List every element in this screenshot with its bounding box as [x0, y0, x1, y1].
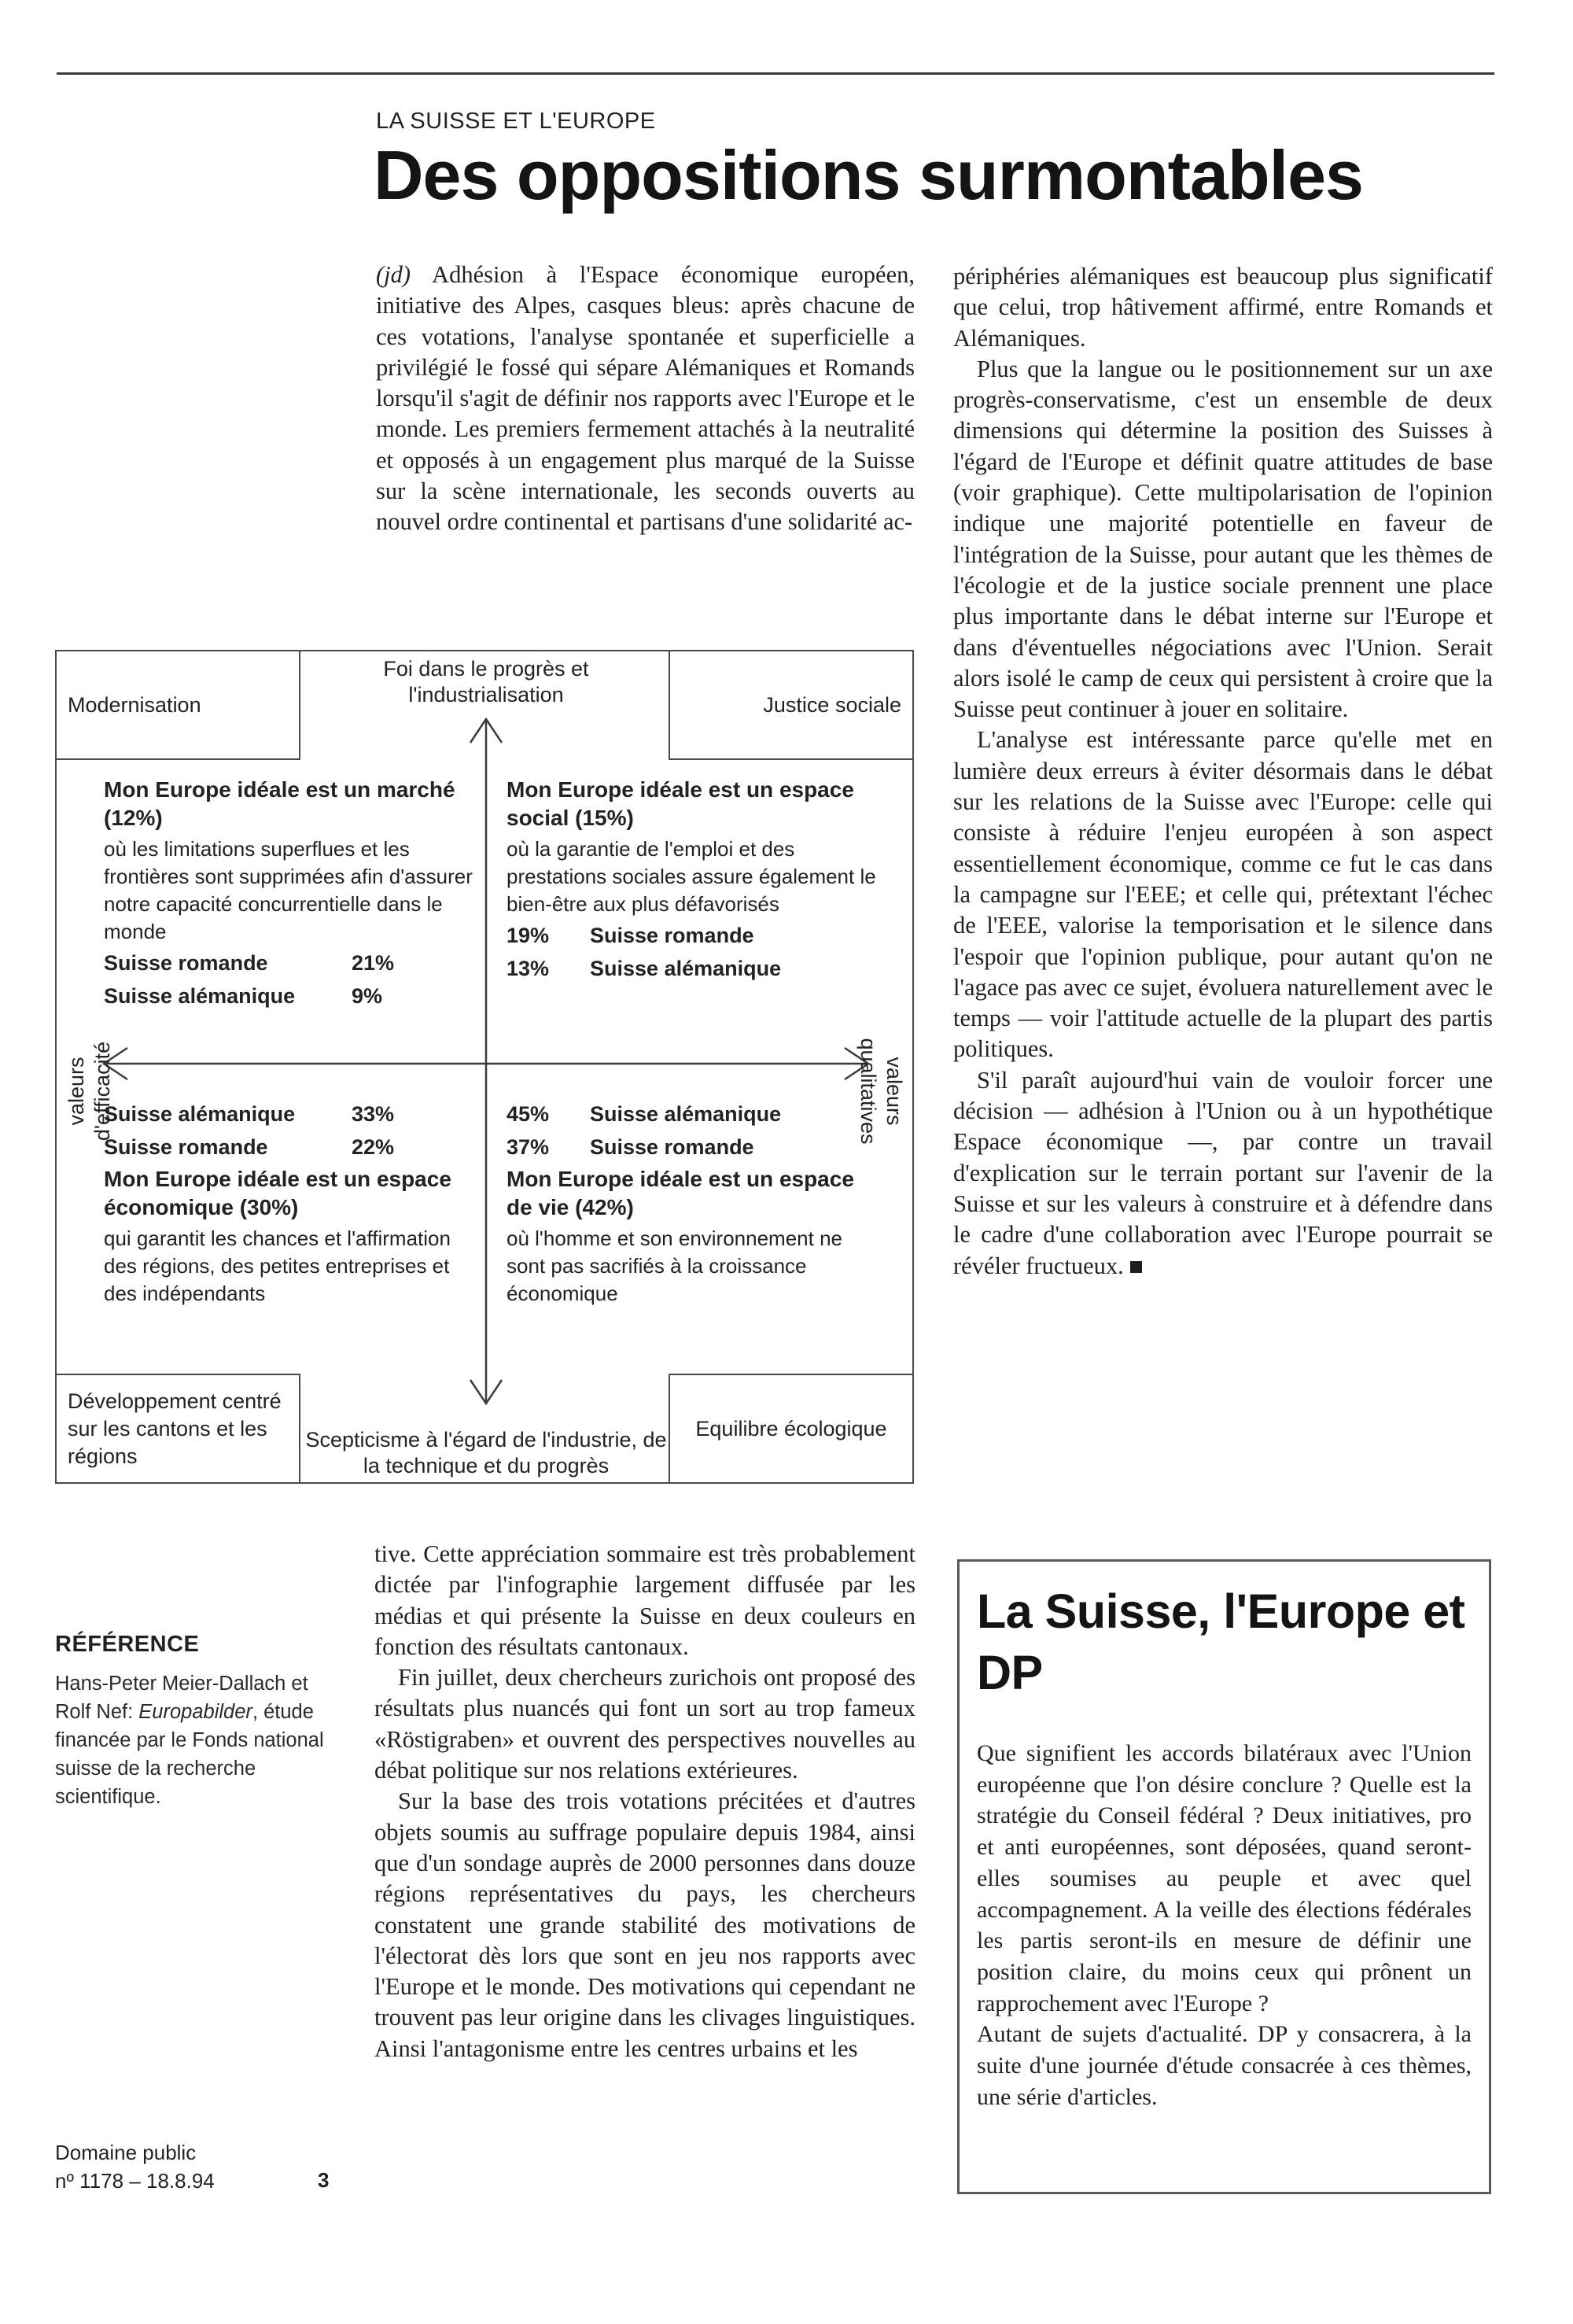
publication-name: Domaine public	[55, 2141, 197, 2164]
quadrant-title: Mon Europe idéale est un marché (12%)	[104, 777, 455, 830]
end-of-article-mark	[1130, 1261, 1142, 1273]
axis-label-top: Foi dans le progrès et l'industrialisation	[383, 657, 589, 706]
axis-label-left: valeurs d'efficacité	[64, 1041, 114, 1142]
quadrant-description: où les limitations superflues et les frontières sont supprimées afin d'assurer notre capacité concurrentielle dans le monde	[104, 837, 473, 943]
reference-title: RÉFÉRENCE	[55, 1632, 200, 1657]
sidebar-paragraph: Autant de sujets d'actualité. DP y consacrera, à la suite d'une journée d'étude consacrée à ces thèmes, une série d'articles.	[977, 2021, 1472, 2110]
article-paragraph: Sur la base des trois votations précitées et d'autres objets soumis au suffrage populaire depuis 1984, ainsi que d'un sondage auprès de 2000 personnes dans douze régions représentatives du pays, les chercheurs constatent une grande stabilité des motivations de l'électorat dès lors que sont en jeu nos rapports avec l'Europe et le monde. Des motivations qui cependant ne trouvent pas leur origine dans les clivages linguistiques. Ainsi l'antagonisme entre les centres urbains et les	[374, 1787, 915, 2062]
top-rule	[57, 72, 1494, 75]
quadrant-espace-economique	[104, 1097, 473, 1308]
quadrant-espace-social	[507, 776, 884, 987]
quadrant-title: Mon Europe idéale est un espace de vie (42%)	[507, 1167, 854, 1219]
article-middle-column	[374, 1539, 915, 2064]
page-number: 3	[318, 2168, 330, 2192]
author-initials: (jd)	[376, 261, 411, 288]
publication-footer	[55, 2138, 215, 2195]
quadrant-title: Mon Europe idéale est un espace social (15%)	[507, 777, 854, 830]
attitudes-diagram	[55, 650, 914, 1484]
quadrant-title: Mon Europe idéale est un espace économique (30%)	[104, 1167, 451, 1219]
quadrant-row: Suisse alémanique 33%	[104, 1102, 395, 1126]
corner-developpement: Développement centré sur les cantons et les régions	[55, 1374, 300, 1484]
reference-body: Hans-Peter Meier-Dallach et Rolf Nef: Europabilder, étude financée par le Fonds national suisse de la recherche scientifique.	[55, 1673, 324, 1808]
corner-modernisation: Modernisation	[55, 650, 300, 760]
article-paragraph: tive. Cette appréciation sommaire est très probablement dictée par l'infographie largement diffusée par les médias et qui présente la Suisse en deux couleurs en fonction des résultats cantonaux.	[374, 1540, 915, 1660]
quadrant-row: Suisse romande 22%	[104, 1135, 395, 1159]
quadrant-row: Suisse romande 21%	[104, 951, 395, 975]
corner-equilibre-ecologique: Equilibre écologique	[669, 1374, 914, 1484]
sidebar-title: La Suisse, l'Europe et DP	[977, 1584, 1465, 1699]
axis-label-bottom: Scepticisme à l'égard de l'industrie, de la technique et du progrès	[305, 1428, 667, 1477]
section-kicker: LA SUISSE ET L'EUROPE	[376, 109, 656, 134]
quadrant-row: 13% Suisse alémanique	[507, 957, 782, 980]
quadrant-marche	[104, 776, 473, 1014]
quadrant-description: où l'homme et son environnement ne sont pas sacrifiés à la croissance économique	[507, 1227, 842, 1305]
article-paragraph: L'analyse est intéressante parce qu'elle met en lumière deux erreurs à éviter désormais dans le débat sur les relations de la Suisse avec l'Europe: celle qui consiste à réduire l'enjeu européen à son aspect essentiellement économique, comme ce fut le cas dans la campagne sur l'EEE; et celle qui, prétextant l'échec de l'EEE, valorise la temporisation et le silence dans l'espoir que l'opinion publique, pour autant qu'on ne l'agace pas avec ce sujet, évoluera naturellement avec le temps — voir l'attitude actuelle de la plupart des partis politiques.	[953, 726, 1493, 1063]
quadrant-row: 45% Suisse alémanique	[507, 1102, 782, 1126]
article-paragraph: Fin juillet, deux chercheurs zurichois ont proposé des résultats plus nuancés qui font un sort au trop fameux «Röstigraben» et ouvrent des perspectives nouvelles au débat politique sur nos relations extérieures.	[374, 1664, 915, 1784]
quadrant-description: qui garantit les chances et l'affirmation des régions, des petites entreprises et des indépendants	[104, 1227, 451, 1305]
reference-work-title: Europabilder	[138, 1701, 252, 1723]
quadrant-row: 19% Suisse romande	[507, 924, 754, 947]
article-paragraph: S'il paraît aujourd'hui vain de vouloir forcer une décision — adhésion à l'Union ou à un hypothétique Espace économique —, par contre un travail d'explication sur le terrain portant sur l'avenir de la Suisse et sur les valeurs à construire et à défendre dans le cadre d'une collaboration avec l'Europe pourrait se révéler fructueux.	[953, 1066, 1493, 1279]
article-paragraph: périphéries alémaniques est beaucoup plus significatif que celui, trop hâtivement affirmé, entre Romands et Alémaniques.	[953, 263, 1493, 352]
article-headline: Des oppositions surmontables	[374, 136, 1363, 214]
sidebar-paragraph: Que signifient les accords bilatéraux avec l'Union européenne que l'on désire conclure ? Quelle est la stratégie du Conseil fédéral ? Deux initiatives, pro et anti européennes, sont déposées, quand seront-elles soumises au peuple et avec quel accompagnement. A la veille des élections fédérales les partis seront-ils en mesure de définir une position claire, du moins ceux qui prônent un rapprochement avec l'Europe ?	[977, 1740, 1472, 2016]
quadrant-espace-de-vie	[507, 1097, 884, 1308]
corner-justice-sociale: Justice sociale	[669, 650, 914, 760]
article-paragraph: Plus que la langue ou le positionnement sur un axe progrès-conservatisme, c'est un ensemble de deux dimensions qui détermine la position des Suisses à l'égard de l'Europe et définit quatre attitudes de base (voir graphique). Cette multipolarisation de l'opinion indique une majorité potentielle en faveur de l'intégration de la Suisse, pour autant que les thèmes de l'écologie et de la justice sociale prennent une place plus importante dans le débat interne sur l'Europe et dans d'éventuelles négociations avec l'Union. Serait alors isolé le camp de ceux qui persistent à croire que la Suisse peut continuer à jouer en solitaire.	[953, 355, 1493, 723]
issue-number: nº 1178 – 18.8.94	[55, 2169, 215, 2193]
quadrant-description: où la garantie de l'emploi et des prestations sociales assure également le bien-être aux plus défavorisés	[507, 837, 876, 916]
sidebar-body	[977, 1738, 1472, 2112]
intro-paragraph: Adhésion à l'Espace économique européen, initiative des Alpes, casques bleus: après chacune de ces votations, l'analyse spontanée et superficielle a privilégié le fossé qui sépare Alémaniques et Romands lorsqu'il s'agit de définir nos rapports avec l'Europe et le monde. Les premiers fermement attachés à la neutralité et opposés à un engagement plus marqué de la Suisse sur la scène internationale, les seconds ouverts au nouvel ordre continental et partisans d'une solidarité ac-	[376, 261, 915, 536]
quadrant-row: Suisse alémanique 9%	[104, 984, 383, 1008]
quadrant-row: 37% Suisse romande	[507, 1135, 754, 1159]
article-intro-column	[376, 260, 915, 538]
article-right-column	[953, 261, 1493, 1282]
axis-label-right: valeurs qualitatives	[856, 1038, 906, 1145]
sidebar-box	[957, 1559, 1491, 2194]
